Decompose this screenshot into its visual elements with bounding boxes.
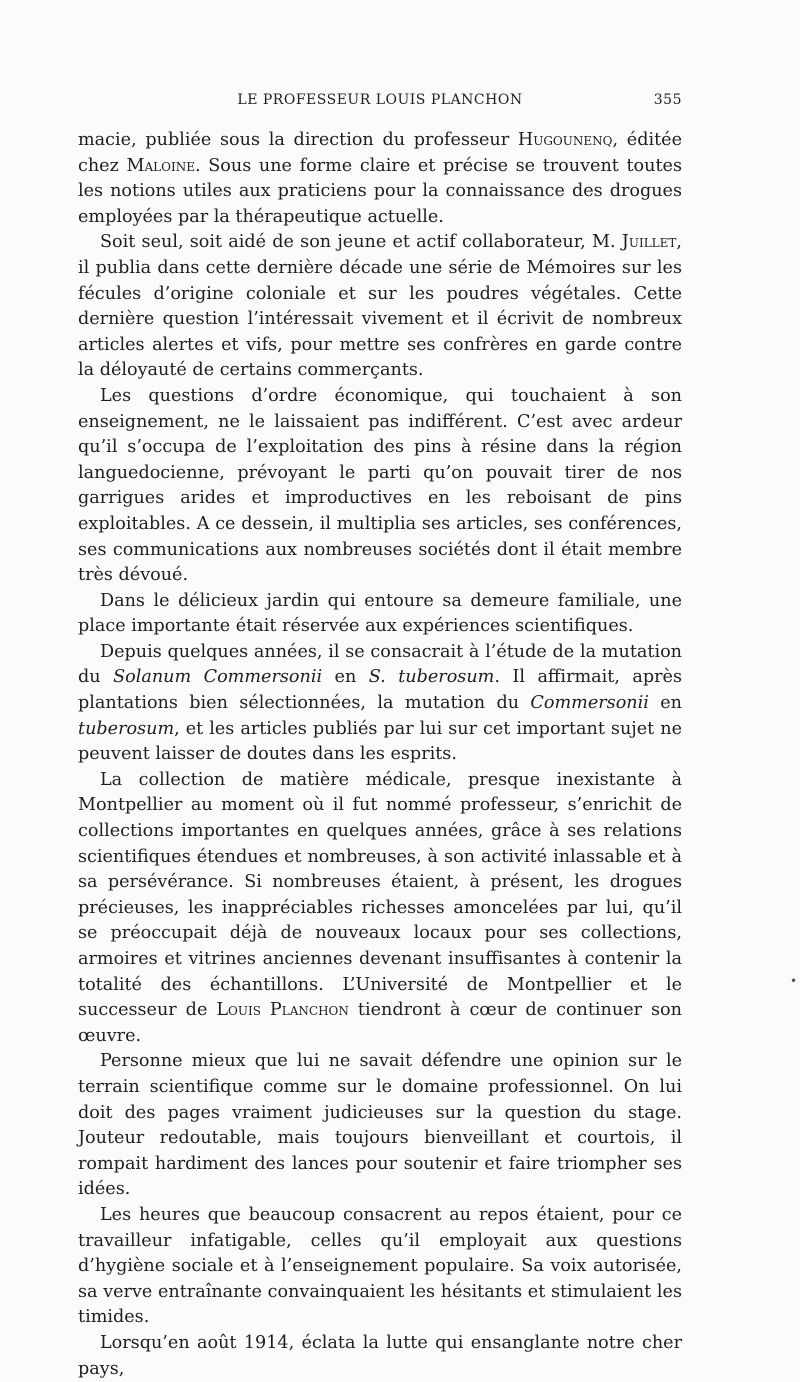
small-caps-name: Juillet	[621, 232, 677, 253]
paragraph	[78, 1331, 682, 1382]
paragraph	[78, 384, 682, 589]
paragraph	[78, 768, 682, 1050]
paragraph	[78, 230, 682, 384]
italic-term: tuberosum	[78, 718, 175, 739]
text-run: en	[322, 667, 369, 688]
italic-term: Solanum Commersonii	[113, 667, 323, 688]
paragraph	[78, 128, 682, 230]
text-run: Les questions d’ordre économique, qui touchaient à son enseignement, ne le laissaient pas indifférent. C’est avec ardeur qu’il s’occupa de l’exploitation des pins à résine dans la région languedocienne, prévoyant le parti qu’on pouvait tirer de nos garrigues arides et improductives en les reboisant de pins exploitables. A ce dessein, il multiplia ses articles, ses conférences, ses communications aux nombreuses sociétés dont il était membre très dévoué.	[78, 385, 682, 586]
text-run: Les heures que beaucoup consacrent au repos étaient, pour ce travailleur infatigable, celles qu’il employait aux questions d’hygiène sociale et à l’enseignement populaire. Sa voix autorisée, sa verve entraînante convainquaient les hésitants et stimulaient les timides.	[78, 1204, 682, 1328]
text-run: , il publia dans cette dernière décade une série de Mémoires sur les fécules d’origine coloniale et sur les poudres végétales. Cette dernière question l’intéressait vivement et il écrivit de nombreux articles alertes et vifs, pour mettre ses confrères en garde contre la déloyauté de certains commerçants.	[78, 232, 682, 381]
paragraph	[78, 1203, 682, 1331]
margin-mark: •	[790, 974, 798, 988]
text-run: Dans le délicieux jardin qui entoure sa demeure familiale, une place importante était réservée aux expériences scientifiques.	[78, 590, 682, 637]
text-run: tiendront à cœur de continuer son œuvre.	[78, 1000, 682, 1046]
italic-term: Commersonii	[530, 693, 649, 714]
text-run: en	[648, 693, 682, 714]
text-run: Personne mieux que lui ne savait défendre une opinion sur le terrain scientifique comme sur le domaine professionnel. On lui doit des pages vraiment judicieuses sur la question du stage. Jouteur redoutable, mais toujours bienveillant et courtois, il rompait hardiment des lances pour soutenir et faire triompher ses idées.	[78, 1051, 682, 1200]
page-number: 355	[653, 92, 682, 108]
text-run: Depuis quelques années, il se consacrait à l’étude de la mutation du	[78, 641, 682, 688]
running-title: LE PROFESSEUR LOUIS PLANCHON	[237, 92, 523, 108]
text-run: Soit seul, soit aidé de son jeune et actif collaborateur, M.	[100, 232, 622, 253]
text-run: . Sous une forme claire et précise se trouvent toutes les notions utiles aux praticiens pour la connaissance des drogues employées par la thérapeutique actuelle.	[78, 155, 682, 227]
paragraph	[78, 1049, 682, 1203]
small-caps-name: Maloine	[126, 155, 195, 176]
italic-term: S. tuberosum	[368, 667, 495, 688]
text-run: , et les articles publiés par lui sur cet important sujet ne peuvent laisser de doutes dans les esprits.	[78, 718, 682, 765]
paragraph	[78, 640, 682, 768]
text-run: macie, publiée sous la direction du professeur	[78, 130, 518, 150]
body-text	[78, 128, 682, 1382]
small-caps-name: Hugounenq	[517, 130, 613, 150]
text-run: La collection de matière médicale, presque inexistante à Montpellier au moment où il fut nommé professeur, s’enrichit de collections importantes en quelques années, grâce à ses relations scientifiques étendues et nombreuses, à son activité inlassable et à sa persévérance. Si nombreuses étaient, à présent, les drogues précieuses, les inappréciables richesses amoncelées par lui, qu’il se préoccupait déjà de nouveaux locaux pour ses collections, armoires et vitrines anciennes devenant insuffisantes à contenir la totalité des échantillons. L’Université de Montpellier et le successeur de	[78, 769, 682, 1021]
text-run: , éditée chez	[78, 130, 682, 176]
text-run: Lorsqu’en août 1914, éclata la lutte qui ensanglante notre cher pays,	[78, 1332, 682, 1379]
text-run: . Il affirmait, après plantations bien sélectionnées, la mutation du	[78, 667, 682, 714]
paragraph	[78, 589, 682, 640]
running-head	[78, 92, 682, 114]
small-caps-name: Louis Planchon	[216, 1000, 349, 1021]
